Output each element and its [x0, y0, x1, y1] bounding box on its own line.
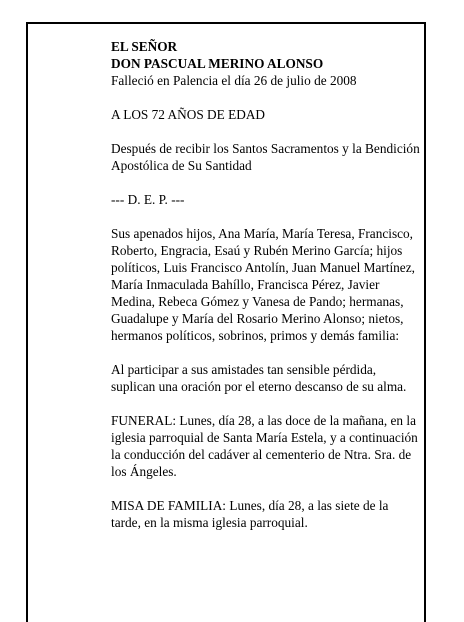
title-honorific: EL SEÑOR	[111, 39, 178, 54]
death-details: Falleció en Palencia el día 26 de julio de 2008	[111, 73, 357, 88]
sacraments-text: Después de recibir los Santos Sacramentos y la Bendición Apostólica de Su Santidad	[111, 141, 420, 173]
prayer-request: Al participar a sus amistades tan sensible pérdida, suplican una oración por el eterno descanso de su alma.	[111, 362, 407, 394]
rip-line: --- D. E. P. ---	[111, 192, 185, 207]
obituary-notice	[111, 38, 421, 531]
funeral-details: FUNERAL: Lunes, día 28, a las doce de la mañana, en la iglesia parroquial de Santa María Estela, y a continuación la conducción del cadáver al cementerio de Ntra. Sra. de los Ángeles.	[111, 413, 418, 479]
family-list: Sus apenados hijos, Ana María, María Teresa, Francisco, Roberto, Engracia, Esaú y Rubén Merino García; hijos políticos, Luis Francisco Antolín, Juan Manuel Martínez, María Inmaculada Bahíllo, Francisca Pérez, Javier Medina, Rebeca Gómez y Vanesa de Pando; hermanas, Guadalupe y María del Rosario Merino Alonso; nietos, hermanos políticos, sobrinos, primos y demás familia:	[111, 226, 415, 343]
family-mass-details: MISA DE FAMILIA: Lunes, día 28, a las siete de la tarde, en la misma iglesia parroquial.	[111, 498, 389, 530]
deceased-name: DON PASCUAL MERINO ALONSO	[111, 56, 324, 71]
age-at-death: A LOS 72 AÑOS DE EDAD	[111, 107, 266, 122]
